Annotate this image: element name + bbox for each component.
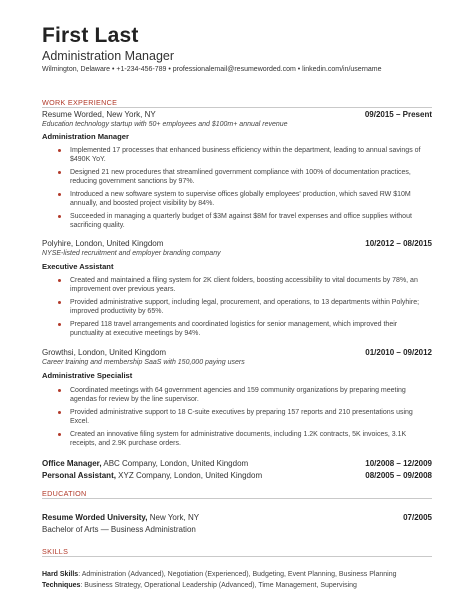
section-divider [42, 107, 432, 108]
job-company: Growthsi, London, United Kingdom [42, 348, 167, 357]
bullet-icon [58, 149, 61, 152]
bullet-icon [58, 171, 61, 174]
job-description: Education technology startup with 50+ employees and $100m+ annual revenue [42, 121, 288, 128]
hard-skills: Hard Skills: Administration (Advanced), Negotiation (Experienced), Budgeting, Event Planning, Business Planning [42, 571, 397, 578]
contact-line: Wilmington, Delaware • +1-234-456-789 • professionalemail@resumeworded.com • linkedin.com/in/username [42, 66, 382, 73]
job-role: Administration Manager [42, 132, 129, 141]
extra-role-dates: 08/2005 – 09/2008 [365, 471, 432, 480]
education-degree: Bachelor of Arts — Business Administration [42, 525, 196, 534]
education-date: 07/2005 [403, 513, 432, 522]
section-skills: SKILLS [42, 547, 69, 556]
bullet-icon [58, 433, 61, 436]
section-divider [42, 498, 432, 499]
job-role: Executive Assistant [42, 262, 114, 271]
section-education: EDUCATION [42, 489, 87, 498]
list-item: Succeeded in managing a quarterly budget of $3M against $8M for travel expenses and office supplies without sacrificing quality. [70, 212, 430, 230]
job-role: Administrative Specialist [42, 371, 133, 380]
bullet-icon [58, 279, 61, 282]
bullet-icon [58, 215, 61, 218]
job-dates: 09/2015 – Present [364, 110, 432, 119]
section-work-experience: WORK EXPERIENCE [42, 98, 118, 107]
job-dates: 10/2012 – 08/2015 [365, 239, 432, 248]
bullet-icon [58, 301, 61, 304]
list-item: Created and maintained a filing system for 2K client folders, boosting accessibility to vital documents by 78%, an improvement over previous years. [70, 276, 430, 294]
job-dates: 01/2010 – 09/2012 [365, 348, 432, 357]
extra-role-dates: 10/2008 – 12/2009 [365, 459, 432, 468]
list-item: Introduced a new software system to supervise offices globally employees' production, which saved RW $10M annually, and boosted project visibility by 84%. [70, 190, 430, 208]
bullet-icon [58, 323, 61, 326]
education-school: Resume Worded University, New York, NY [42, 513, 200, 522]
bullet-icon [58, 411, 61, 414]
section-divider [42, 556, 432, 557]
extra-role: Office Manager, ABC Company, London, United Kingdom [42, 459, 249, 468]
bullet-icon [58, 389, 61, 392]
job-description: NYSE-listed recruitment and employer branding company [42, 250, 221, 257]
list-item: Created an innovative filing system for administrative documents, including 1.2K contracts, 5K invoices, 3.1K receipts, and 2.9K purchase orders. [70, 430, 430, 448]
list-item: Prepared 118 travel arrangements and coordinated logistics for senior management, which improved their punctuality at executive meetings by 94%. [70, 320, 430, 338]
bullet-icon [58, 193, 61, 196]
list-item: Coordinated meetings with 64 government agencies and 159 community organizations by preparing meeting agendas for review by the line supervisor. [70, 386, 430, 404]
job-company: Polyhire, London, United Kingdom [42, 239, 164, 248]
job-description: Career training and membership SaaS with 150,000 paying users [42, 359, 245, 366]
list-item: Implemented 17 processes that enhanced business efficiency within the department, leading to annual savings of $490K YoY. [70, 146, 430, 164]
list-item: Provided administrative support, including legal, procurement, and operations, to 13 departments within Polyhire; improved productivity by 65%. [70, 298, 430, 316]
candidate-name: First Last [42, 24, 139, 47]
techniques: Techniques: Business Strategy, Operational Leadership (Advanced), Time Management, Supervising [42, 582, 357, 589]
list-item: Designed 21 new procedures that streamlined government compliance with 100% of documentation practices, reducing government sanctions by 97%. [70, 168, 430, 186]
job-company: Resume Worded, New York, NY [42, 110, 156, 119]
job-title: Administration Manager [42, 49, 175, 63]
extra-role: Personal Assistant, XYZ Company, London, United Kingdom [42, 471, 263, 480]
list-item: Provided administrative support to 18 C-suite executives by preparing 157 reports and 210 presentations using Excel. [70, 408, 430, 426]
